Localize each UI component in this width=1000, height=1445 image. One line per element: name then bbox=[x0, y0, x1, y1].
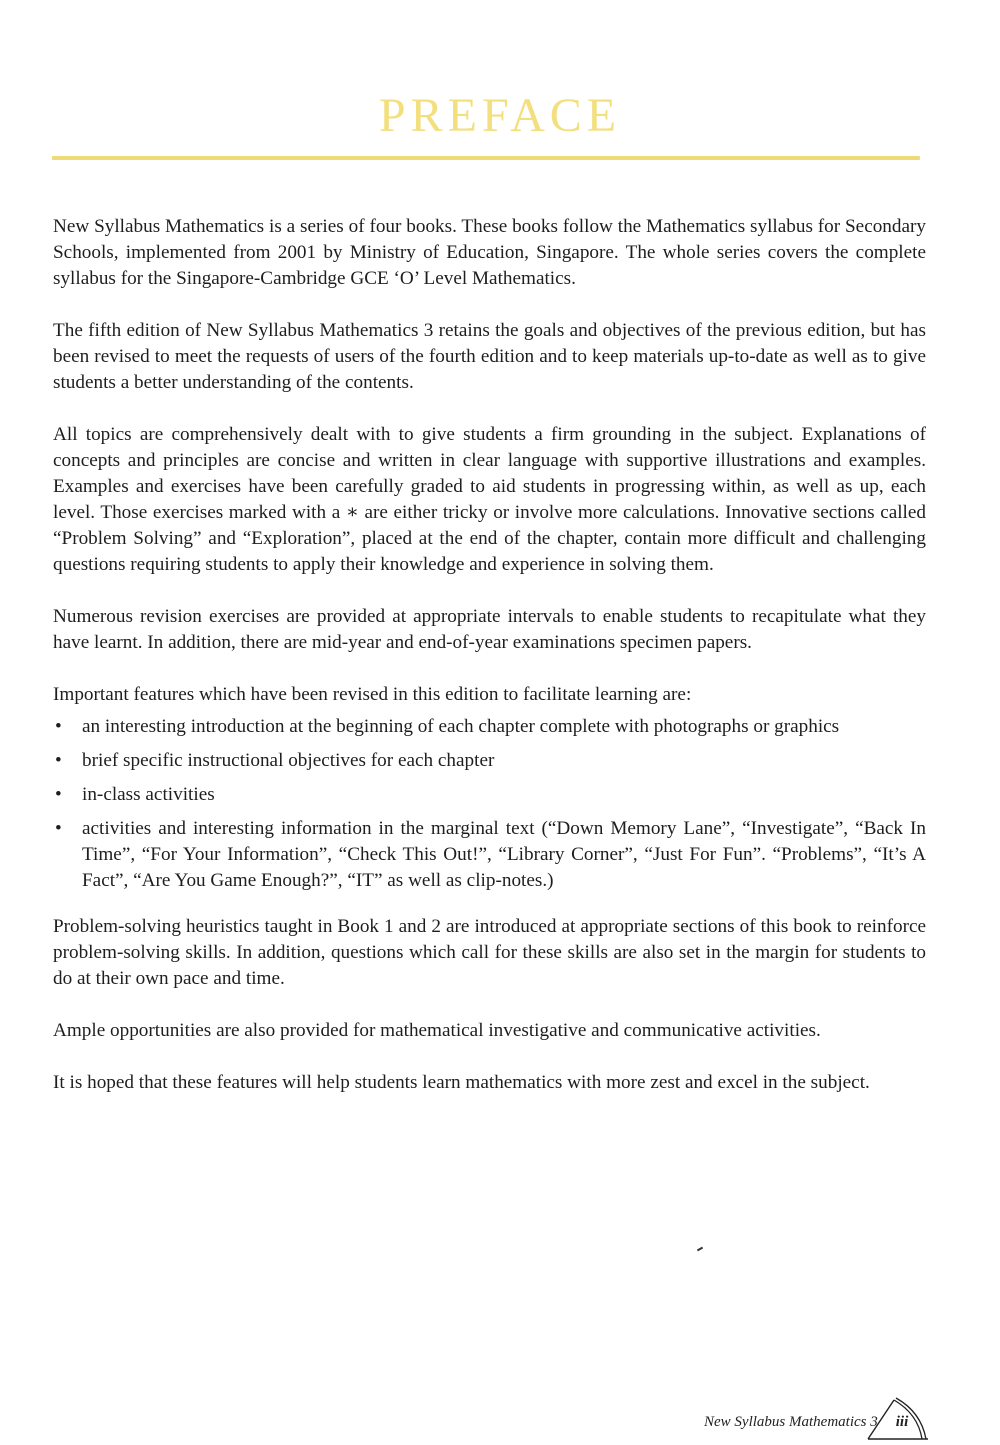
features-list bbox=[53, 714, 926, 894]
page-number: iii bbox=[895, 1414, 909, 1430]
page-footer bbox=[690, 1396, 940, 1440]
footer-book-title: New Syllabus Mathematics 3 bbox=[704, 1414, 878, 1430]
list-item-text: an interesting introduction at the beginning of each chapter complete with photographs or graphics bbox=[82, 716, 840, 737]
paragraph-opportunities: Ample opportunities are also provided for mathematical investigative and communicative activities. bbox=[53, 1020, 821, 1041]
paragraph-topics: All topics are comprehensively dealt with to give students a firm grounding in the subject. Explanations of concepts and principles are concise and written in clear language with supportive illustrations and examples. Examples and exercises have been carefully graded to aid students in progressing within, as well as up, each level. Those exercises marked with a ∗ are either tricky or involve more calculations. Innovative sections called “Problem Solving” and “Exploration”, placed at the end of the chapter, contain more difficult and challenging questions requiring students to apply their knowledge and experience in solving them. bbox=[53, 424, 926, 575]
bullet-icon: • bbox=[55, 818, 62, 839]
list-item bbox=[53, 816, 926, 894]
title-divider bbox=[52, 156, 920, 160]
list-item bbox=[53, 782, 926, 808]
paragraph-fifth-edition: The fifth edition of New Syllabus Mathematics 3 retains the goals and objectives of the previous edition, but has been revised to meet the requests of users of the fourth edition and to keep materials up-to-date as well as to give students a better understanding of the contents. bbox=[53, 320, 926, 393]
bullet-icon: • bbox=[55, 750, 62, 771]
list-item-text: activities and interesting information in the marginal text (“Down Memory Lane”, “Investigate”, “Back In Time”, “For Your Information”, “Check This Out!”, “Library Corner”, “Just For Fun”. “Problems”, “It’s A Fact”, “Are You Game Enough?”, “IT” as well as clip-notes.) bbox=[82, 818, 926, 891]
paragraph-revision-exercises: Numerous revision exercises are provided at appropriate intervals to enable students to recapitulate what they have learnt. In addition, there are mid-year and end-of-year examinations specimen papers. bbox=[53, 606, 926, 653]
preface-body bbox=[53, 214, 926, 1122]
bullet-icon: • bbox=[55, 784, 62, 805]
list-item bbox=[53, 748, 926, 774]
list-item-text: brief specific instructional objectives for each chapter bbox=[82, 750, 495, 771]
bullet-icon: • bbox=[55, 716, 62, 737]
paragraph-closing: It is hoped that these features will help students learn mathematics with more zest and excel in the subject. bbox=[53, 1072, 870, 1093]
features-lead-in: Important features which have been revised in this edition to facilitate learning are: bbox=[53, 684, 692, 705]
paragraph-problem-solving: Problem-solving heuristics taught in Book 1 and 2 are introduced at appropriate sections of this book to reinforce problem-solving skills. In addition, questions which call for these skills are also set in the margin for students to do at their own pace and time. bbox=[53, 916, 926, 989]
list-item-text: in-class activities bbox=[82, 784, 215, 805]
page-title: PREFACE bbox=[378, 89, 622, 142]
paragraph-series-intro: New Syllabus Mathematics is a series of four books. These books follow the Mathematics syllabus for Secondary Schools, implemented from 2001 by Ministry of Education, Singapore. The whole series covers the complete syllabus for the Singapore-Cambridge GCE ‘O’ Level Mathematics. bbox=[53, 216, 926, 289]
scan-artifact bbox=[697, 1247, 703, 1252]
list-item bbox=[53, 714, 926, 740]
